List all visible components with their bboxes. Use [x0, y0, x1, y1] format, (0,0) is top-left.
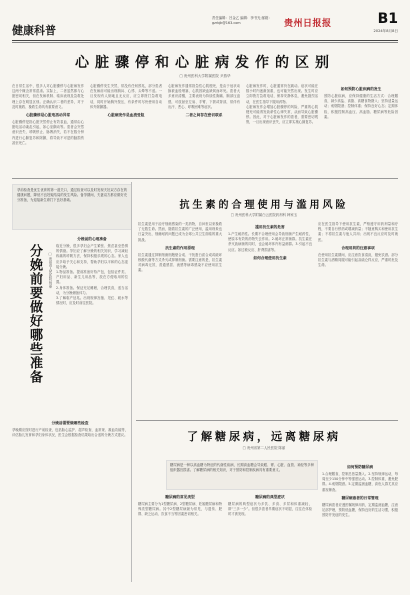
- newspaper-logo: 贵州日报报: [284, 19, 332, 29]
- article3-sub2: 滥用抗生素的危害: [255, 225, 285, 229]
- article2-p5: 孕晚期应按时进行产前检查，包括胎心监护、超声检查、血常规、凝血功能等，评估胎儿发育和孕妇身体状况，医生会根据检查结果给出合适的分娩方式建议。: [12, 428, 128, 438]
- article4-title: 了解糖尿病，远离糖尿病: [187, 430, 341, 443]
- article4-intro-box: [166, 460, 318, 490]
- article1-byline: □ 贵州医科大学附属医院 尹燕华: [179, 74, 231, 78]
- article1-p4: 心脏病发作通常指急性心肌梗死，是由于冠状动脉被血栓堵塞，心肌因缺血缺氧而坏死。患者大多意识清醒，主要表现为持续性胸痛、胸部压迫感，可放射至左肩、手臂、下颌或背部，常伴有出汗、恶心、呼吸困难等症状。: [168, 84, 240, 109]
- article4-col3: [322, 462, 398, 518]
- article2-p3: 2.身体准备。保证充足睡眠，合理饮食，适当活动，为分娩储备体力。: [56, 285, 128, 295]
- article4-col2: [228, 492, 312, 518]
- article1-sub3: 二者之间存在密切联系: [185, 113, 223, 118]
- article3-p1: 抗生素是用于治疗细菌感染的一类药物，自问世以来挽救了无数生命。然而，随着抗生素的广泛使用，滥用现象也日益突出，细菌耐药问题已成为全球公共卫生面临的重大挑战。: [138, 222, 222, 242]
- article2-sub1: 分娩前的心理准备: [77, 237, 107, 241]
- article1-p5: 心脏病发作时，心脏通常仍在跳动。症状可能在数小时内逐渐加重，也可能突然出现。发生时应立即拨打急救电话，保持安静休息，避免剧烈活动，在医生指导下服用药物。: [246, 84, 318, 104]
- article2-p2: 1.物品准备。提前准备好待产包，包括证件类、产妇用品、新生儿用品等，放在方便取用的位置。: [56, 270, 128, 285]
- article1-p7: 预防心脏疾病，应保持健康的生活方式：合理膳食，减少高盐、高脂、高糖食物摄入；坚持适量运动；戒烟限酒；控制体重；保持良好心态；定期体检，积极控制高血压、高血脂、糖尿病等危险因素。: [324, 94, 398, 119]
- article4-p3: 1.合理膳食，控制总热量摄入。2.坚持规律运动，每周至少150分钟中等强度运动。3.控制体重，避免肥胖。4.戒烟限酒。5.定期监测血糖，高危人群尤其应重视筛查。: [322, 472, 398, 492]
- article3-p2: 抗生素通过抑制细菌细胞壁合成、干扰蛋白质合成或破坏核酸代谢等方式杀灭或抑制细菌。需要注意的是，抗生素对病毒无效，普通感冒、流感等病毒感染不应使用抗生素。: [138, 252, 222, 273]
- article1-col5: [324, 84, 398, 120]
- masthead: [12, 10, 398, 40]
- article1-p3: 心脏骤停发生突然，常没有任何预兆，部分患者在发病前可能出现胸闷、心悸、头晕等不适。一旦发现有人倒地且无反应，应立即拨打急救电话，同时开始胸外按压，有条件时尽快使用自动体外除颤器。: [90, 84, 162, 109]
- article2-col2: [12, 418, 128, 438]
- article3-col3: [318, 222, 398, 268]
- article4-sub1: 糖尿病的常见类型: [165, 495, 195, 499]
- article4-p4: 糖尿病患者应遵医嘱规律用药，定期监测血糖，注意足部护理，预防低血糖，保持良好的生活习惯，积极预防并发症的发生。: [322, 502, 398, 518]
- article4-byline: □ 贵州省第二人民医院 陈丽: [242, 446, 286, 450]
- article3-sub3: 如何合理使用抗生素: [253, 255, 287, 260]
- section-divider-1: [12, 178, 398, 179]
- article1-col2: [90, 84, 162, 120]
- article2-p4: 3.了解临产征兆。出现规律宫缩、见红、破水等情况时，应及时前往医院。: [56, 296, 128, 306]
- article1-title: 心脏骤停和心脏病发作的区别: [75, 55, 335, 71]
- article1-col1: [12, 84, 84, 146]
- page-number: B1: [377, 11, 398, 27]
- article3-sub1: 抗生素的作用原理: [165, 245, 195, 250]
- masthead-meta: 责任编辑：吕金乙 编辑：李书光 邮箱：gzrbjk@163.com: [212, 16, 272, 25]
- article3-byline: □ 贵州医科大学附属白云医院药剂科 韩家玉: [230, 213, 298, 217]
- article4-sub4: 糖尿病患者的日常管理: [341, 495, 379, 500]
- masthead-rule: [12, 40, 398, 41]
- article1-p6: 心脏病发作会增加心脏骤停的风险，严重的心肌梗死可能诱发致命性心律失常，从而导致心脏骤停。因此，对于心脏病发作的患者，需要密切观察，一旦出现意识丧失，应立即实施心肺复苏。: [246, 104, 318, 125]
- article3-p4: 应在医生指导下使用抗生素，严格遵守用药剂量和疗程，不要自行停药或增减药量；不随意购买和使用抗生素；不将抗生素与他人共用；出现不良反应时及时就医。: [318, 222, 398, 242]
- article4-col1: [138, 492, 222, 518]
- article2-p1: 临近分娩，很多孕妇会产生紧张、焦虑甚至恐惧的情绪。孕妇应了解分娩的相关知识，学习减轻疼痛的呼吸方法，保持积极乐观的心态。家人也应多给予关心和支持，帮助孕妇以平和的心态迎接分娩。: [56, 244, 128, 269]
- article3-p3: 1.产生耐药性。长期不合理使用会导致细菌产生耐药性，使原本有效的药物失去作用。2.破坏正常菌群。抗生素在杀灭致病菌的同时，也会破坏体内有益菌群。3.引起不良反应。如过敏反应、肝肾损害等。: [228, 232, 312, 252]
- article1-p1: 在日常生活中，很多人对心脏骤停与心脏病发作这两个概念常常混淆。实际上，二者虽然都与心脏密切相关，但在发病机制、临床表现及急救处理上存在明显区别。正确认识二者的差异，对于及时施救、挽救生命具有重要意义。: [12, 84, 84, 109]
- article1-sub1: 心脏骤停是心脏电活动异常: [25, 113, 71, 118]
- article1-col3: [168, 84, 240, 120]
- article1-sub4: 如何预防心脏疾病的发生: [340, 87, 382, 91]
- article4-sub2: 糖尿病的典型症状: [255, 495, 285, 499]
- article2-intro-box: [12, 184, 132, 230]
- article4-intro: 糖尿病是一种以高血糖为特征的代谢性疾病，长期高血糖会导致眼、肾、心脏、血管、神经等多种组织器官损害。了解糖尿病的相关知识，对于预防和控制疾病具有重要意义。: [170, 463, 314, 473]
- article1-col4: [246, 84, 318, 126]
- article3-col2: [228, 222, 312, 263]
- section-name: 健康科普: [12, 24, 56, 37]
- article3-title: 抗生素的合理使用与滥用风险: [179, 200, 349, 211]
- article2-intro: 孕前检查是优生优育的第一道关口，通过检查可以及时发现夫妇双方存在的健康问题，降低不良妊娠结局的发生风险。备孕期间，夫妻双方都应做好充分准备，为迎接新生命打下良好基础。: [17, 188, 127, 203]
- article2-byline: □ 贵州省人民医院 杨丽: [48, 252, 52, 288]
- masthead-rule-thin: [12, 42, 398, 43]
- article4-p2: 糖尿病的典型症状为多饮、多食、多尿和体重减轻，即“三多一少”。但很多患者早期症状不明显，往往在体检时才被发现。: [228, 502, 312, 517]
- article1-sub2: 心脏病发作是血流受阻: [107, 113, 145, 118]
- column-divider: [131, 182, 132, 582]
- article1-p2: 心脏骤停是指心脏突然停止有效泵血，通常由心脏电活动紊乱引起，如心室颤动等。患者会突然意识丧失、呼吸停止、脉搏消失，若不在数分钟内进行心肺复苏和除颤，将导致不可逆的脑损伤甚至死亡。: [12, 120, 84, 145]
- article2-title: 分娩前要做好哪些准备: [27, 244, 42, 384]
- article3-col1: [138, 222, 222, 274]
- article2-col1: [56, 234, 128, 306]
- section-divider-2: [136, 420, 398, 421]
- issue-date: 2024年8月8日: [373, 29, 398, 33]
- article2-sub2: 分娩前需要做哪些检查: [51, 421, 89, 425]
- article3-sub4: 合理用药的注意事项: [341, 245, 375, 250]
- article4-sub3: 如何预防糖尿病: [347, 465, 373, 469]
- article4-p1: 糖尿病主要分为1型糖尿病、2型糖尿病、妊娠糖尿病和特殊类型糖尿病。其中2型糖尿病最为常见，与遗传、肥胖、缺乏运动、饮食不当等因素密切相关。: [138, 502, 222, 517]
- article3-p5: 在使用抗生素期间，应注意饮食清淡，避免饮酒。部分抗生素与酒精同服可能引起双硫仑样反应，严重时危及生命。: [318, 252, 398, 268]
